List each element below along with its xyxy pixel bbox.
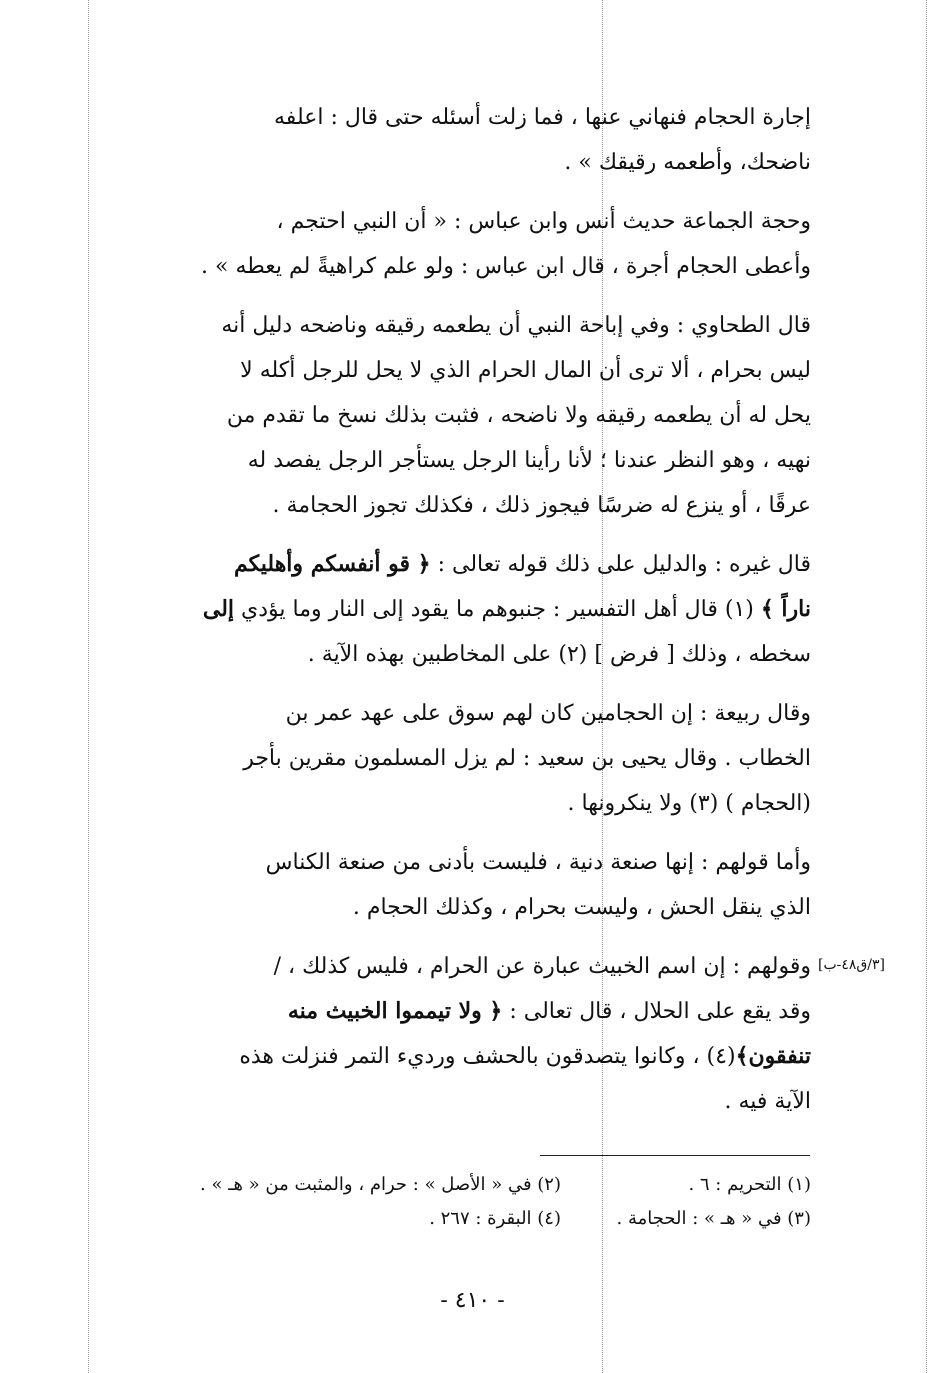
text-line: الذي ينقل الحش ، وليست بحرام ، وكذلك الحجام . — [352, 895, 811, 920]
text-line: ناضحك، وأطعمه رقيقك » . — [564, 150, 811, 175]
text-line: يحل له أن يطعمه رقيقه ولا ناضحه ، فثبت بذلك نسخ ما تقدم من — [226, 403, 811, 428]
manuscript-folio-note: [٣/ق٤٨-ب] — [818, 957, 886, 973]
text-line: نهيه ، وهو النظر عندنا ؛ لأنا رأينا الرجل يستأجر الرجل يفصد له — [247, 448, 811, 473]
text-line: الخطاب . وقال يحيى بن سعيد : لم يزل المسلمون مقرين بأجر — [243, 746, 811, 771]
text-run: ، وكانوا يتصدقون بالحشف ورديء التمر فنزلت هذه — [239, 1044, 707, 1069]
text-line: قال الطحاوي : وفي إباحة النبي أن يطعمه رقيقه وناضحه دليل أنه — [221, 313, 811, 338]
page-number: - ٤١٠ - — [440, 1288, 505, 1313]
text-line: إجارة الحجام فنهاني عنها ، فما زلت أسئله حتى قال : اعلفه — [274, 105, 811, 130]
footnote-row — [125, 1202, 811, 1236]
text-line — [125, 542, 811, 587]
footnote-4: (٤) البقرة : ٢٦٧ . — [429, 1208, 561, 1229]
text-line: (الحجام ) (٣) ولا ينكرونها . — [567, 791, 811, 816]
text-line: عرقًا ، أو ينزع له ضرسًا فيجوز ذلك ، فكذلك تجوز الحجامة . — [272, 493, 811, 518]
text-line: الآية فيه . — [724, 1089, 811, 1114]
quran-verse: ﴿ قو أنفسكم وأهليكم — [233, 551, 431, 577]
footnotes — [125, 1168, 811, 1236]
paragraph-3 — [125, 303, 811, 528]
text-run: وقد يقع على الحلال ، قال تعالى : — [502, 999, 811, 1024]
paragraph-2 — [125, 199, 811, 289]
text-line: سخطه ، وذلك [ فرض ] (٢) على المخاطبين بهذه الآية . — [307, 642, 811, 667]
paragraph-5 — [125, 691, 811, 826]
paragraph-1 — [125, 95, 811, 185]
footnote-marker: (١) — [717, 597, 761, 622]
text-line: وقولهم : إن اسم الخبيث عبارة عن الحرام ، فليس كذلك ، / — [273, 954, 811, 979]
text-line — [125, 1034, 811, 1079]
footnote-2: (٢) في « الأصل » : حرام ، والمثبت من « هـ » . — [200, 1174, 561, 1195]
margin-guide-left — [88, 0, 89, 1373]
text-line — [125, 587, 811, 632]
text-line: وأعطى الحجام أجرة ، قال ابن عباس : ولو علم كراهيةً لم يعطه » . — [201, 254, 811, 279]
text-line: وحجة الجماعة حديث أنس وابن عباس : « أن النبي احتجم ، — [276, 209, 811, 234]
text-line: وقال ربيعة : إن الحجامين كان لهم سوق على عهد عمر بن — [285, 701, 811, 726]
text-run: قال غيره : والدليل على ذلك قوله تعالى : — [430, 552, 811, 577]
quran-verse: ﴿ ولا تيمموا الخبيث منه — [287, 998, 503, 1024]
page-body — [125, 95, 811, 1138]
text-line: ليس بحرام ، ألا ترى أن المال الحرام الذي لا يحل للرجل أكله لا — [240, 358, 811, 383]
footnote-1: (١) التحريم : ٦ . — [688, 1174, 811, 1195]
paragraph-6 — [125, 840, 811, 930]
paragraph-4 — [125, 542, 811, 677]
paragraph-7 — [125, 944, 811, 1124]
text-run: قال أهل التفسير : جنبوهم ما يقود إلى النار وما يؤدي — [234, 597, 718, 622]
quran-verse: ناراً ﴾ — [760, 596, 811, 622]
footnote-row — [125, 1168, 811, 1202]
text-line — [125, 989, 811, 1034]
text-run-bold: إلى — [202, 596, 235, 622]
quran-verse: تنفقون﴾ — [735, 1043, 811, 1069]
margin-guide-right — [926, 0, 927, 1373]
footnote-3: (٣) في « هـ » : الحجامة . — [616, 1208, 811, 1229]
footnote-divider — [540, 1155, 810, 1156]
text-line: وأما قولهم : إنها صنعة دنية ، فليست بأدنى من صنعة الكناس — [265, 850, 811, 875]
footnote-marker: (٤) — [706, 1044, 736, 1069]
